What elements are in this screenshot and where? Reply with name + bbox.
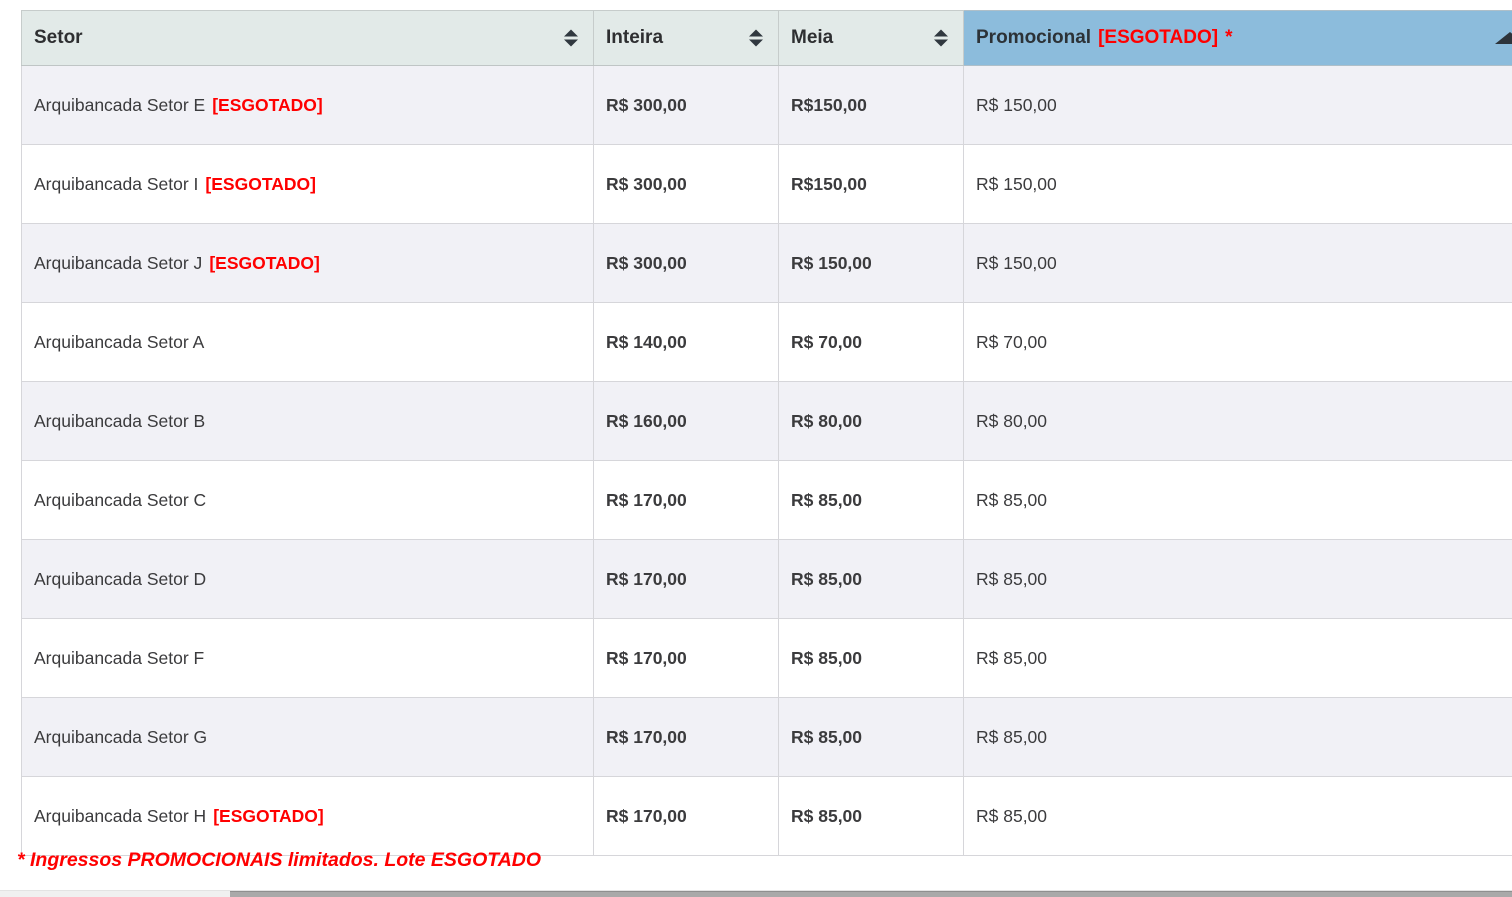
inteira-cell: R$ 170,00	[594, 540, 779, 619]
setor-label: Arquibancada Setor A	[34, 331, 205, 352]
setor-cell	[22, 698, 594, 777]
setor-cell	[22, 777, 594, 856]
table-row	[22, 66, 1512, 145]
table-row	[22, 540, 1512, 619]
sort-both-icon[interactable]	[749, 30, 763, 47]
setor-cell	[22, 224, 594, 303]
column-header-label: Promocional	[976, 27, 1092, 48]
meia-cell: R$150,00	[779, 145, 964, 224]
table-row	[22, 777, 1512, 856]
setor-cell	[22, 145, 594, 224]
meia-cell: R$150,00	[779, 66, 964, 145]
promocional-cell: R$ 150,00	[964, 66, 1512, 145]
sort-both-icon[interactable]	[934, 30, 948, 47]
inteira-cell: R$ 300,00	[594, 224, 779, 303]
meia-cell: R$ 85,00	[779, 619, 964, 698]
setor-cell	[22, 619, 594, 698]
setor-cell	[22, 461, 594, 540]
esgotado-badge: [ESGOTADO]	[205, 173, 316, 194]
setor-label: Arquibancada Setor B	[34, 410, 206, 431]
meia-cell: R$ 85,00	[779, 777, 964, 856]
setor-label: Arquibancada Setor H	[34, 805, 207, 826]
column-header-promocional[interactable]	[964, 11, 1512, 66]
inteira-cell: R$ 300,00	[594, 145, 779, 224]
column-header-setor[interactable]	[22, 11, 594, 66]
setor-cell	[22, 66, 594, 145]
promocional-cell: R$ 150,00	[964, 145, 1512, 224]
inteira-cell: R$ 170,00	[594, 698, 779, 777]
esgotado-badge: [ESGOTADO]	[212, 94, 323, 115]
inteira-cell: R$ 170,00	[594, 777, 779, 856]
column-header-label: Inteira	[606, 27, 664, 48]
setor-cell	[22, 540, 594, 619]
inteira-cell: R$ 170,00	[594, 461, 779, 540]
table-row	[22, 461, 1512, 540]
table-row	[22, 224, 1512, 303]
setor-label: Arquibancada Setor G	[34, 726, 208, 747]
setor-label: Arquibancada Setor I	[34, 173, 199, 194]
meia-cell: R$ 85,00	[779, 540, 964, 619]
setor-cell	[22, 382, 594, 461]
setor-label: Arquibancada Setor D	[34, 568, 207, 589]
promocional-cell: R$ 85,00	[964, 698, 1512, 777]
column-header-label: Meia	[791, 27, 834, 48]
setor-label: Arquibancada Setor C	[34, 489, 207, 510]
setor-cell	[22, 303, 594, 382]
header-row	[22, 11, 1512, 66]
table-row	[22, 619, 1512, 698]
promocional-cell: R$ 85,00	[964, 777, 1512, 856]
setor-label: Arquibancada Setor J	[34, 252, 203, 273]
footnote: * Ingressos PROMOCIONAIS limitados. Lote ESGOTADO	[17, 849, 542, 871]
esgotado-badge: [ESGOTADO]	[209, 252, 320, 273]
table-row	[22, 303, 1512, 382]
column-header-meia[interactable]	[779, 11, 964, 66]
promocional-cell: R$ 85,00	[964, 461, 1512, 540]
horizontal-scrollbar-thumb[interactable]	[230, 891, 1512, 897]
meia-cell: R$ 85,00	[779, 698, 964, 777]
column-header-label: Setor	[34, 27, 83, 48]
promocional-cell: R$ 150,00	[964, 224, 1512, 303]
price-table-container	[21, 10, 1512, 856]
promocional-cell: R$ 85,00	[964, 619, 1512, 698]
sort-ascending-icon[interactable]	[1495, 32, 1512, 44]
horizontal-scrollbar[interactable]	[0, 890, 1512, 897]
meia-cell: R$ 80,00	[779, 382, 964, 461]
table-row	[22, 698, 1512, 777]
promocional-cell: R$ 80,00	[964, 382, 1512, 461]
sort-both-icon[interactable]	[564, 30, 578, 47]
price-table	[21, 10, 1512, 856]
meia-cell: R$ 70,00	[779, 303, 964, 382]
meia-cell: R$ 85,00	[779, 461, 964, 540]
column-header-inteira[interactable]	[594, 11, 779, 66]
inteira-cell: R$ 160,00	[594, 382, 779, 461]
table-row	[22, 382, 1512, 461]
table-row	[22, 145, 1512, 224]
setor-label: Arquibancada Setor E	[34, 94, 206, 115]
esgotado-badge: [ESGOTADO]	[1098, 27, 1219, 48]
inteira-cell: R$ 300,00	[594, 66, 779, 145]
promocional-cell: R$ 85,00	[964, 540, 1512, 619]
footnote-marker: *	[1225, 27, 1233, 48]
setor-label: Arquibancada Setor F	[34, 647, 205, 668]
promocional-cell: R$ 70,00	[964, 303, 1512, 382]
meia-cell: R$ 150,00	[779, 224, 964, 303]
inteira-cell: R$ 170,00	[594, 619, 779, 698]
inteira-cell: R$ 140,00	[594, 303, 779, 382]
esgotado-badge: [ESGOTADO]	[213, 805, 324, 826]
